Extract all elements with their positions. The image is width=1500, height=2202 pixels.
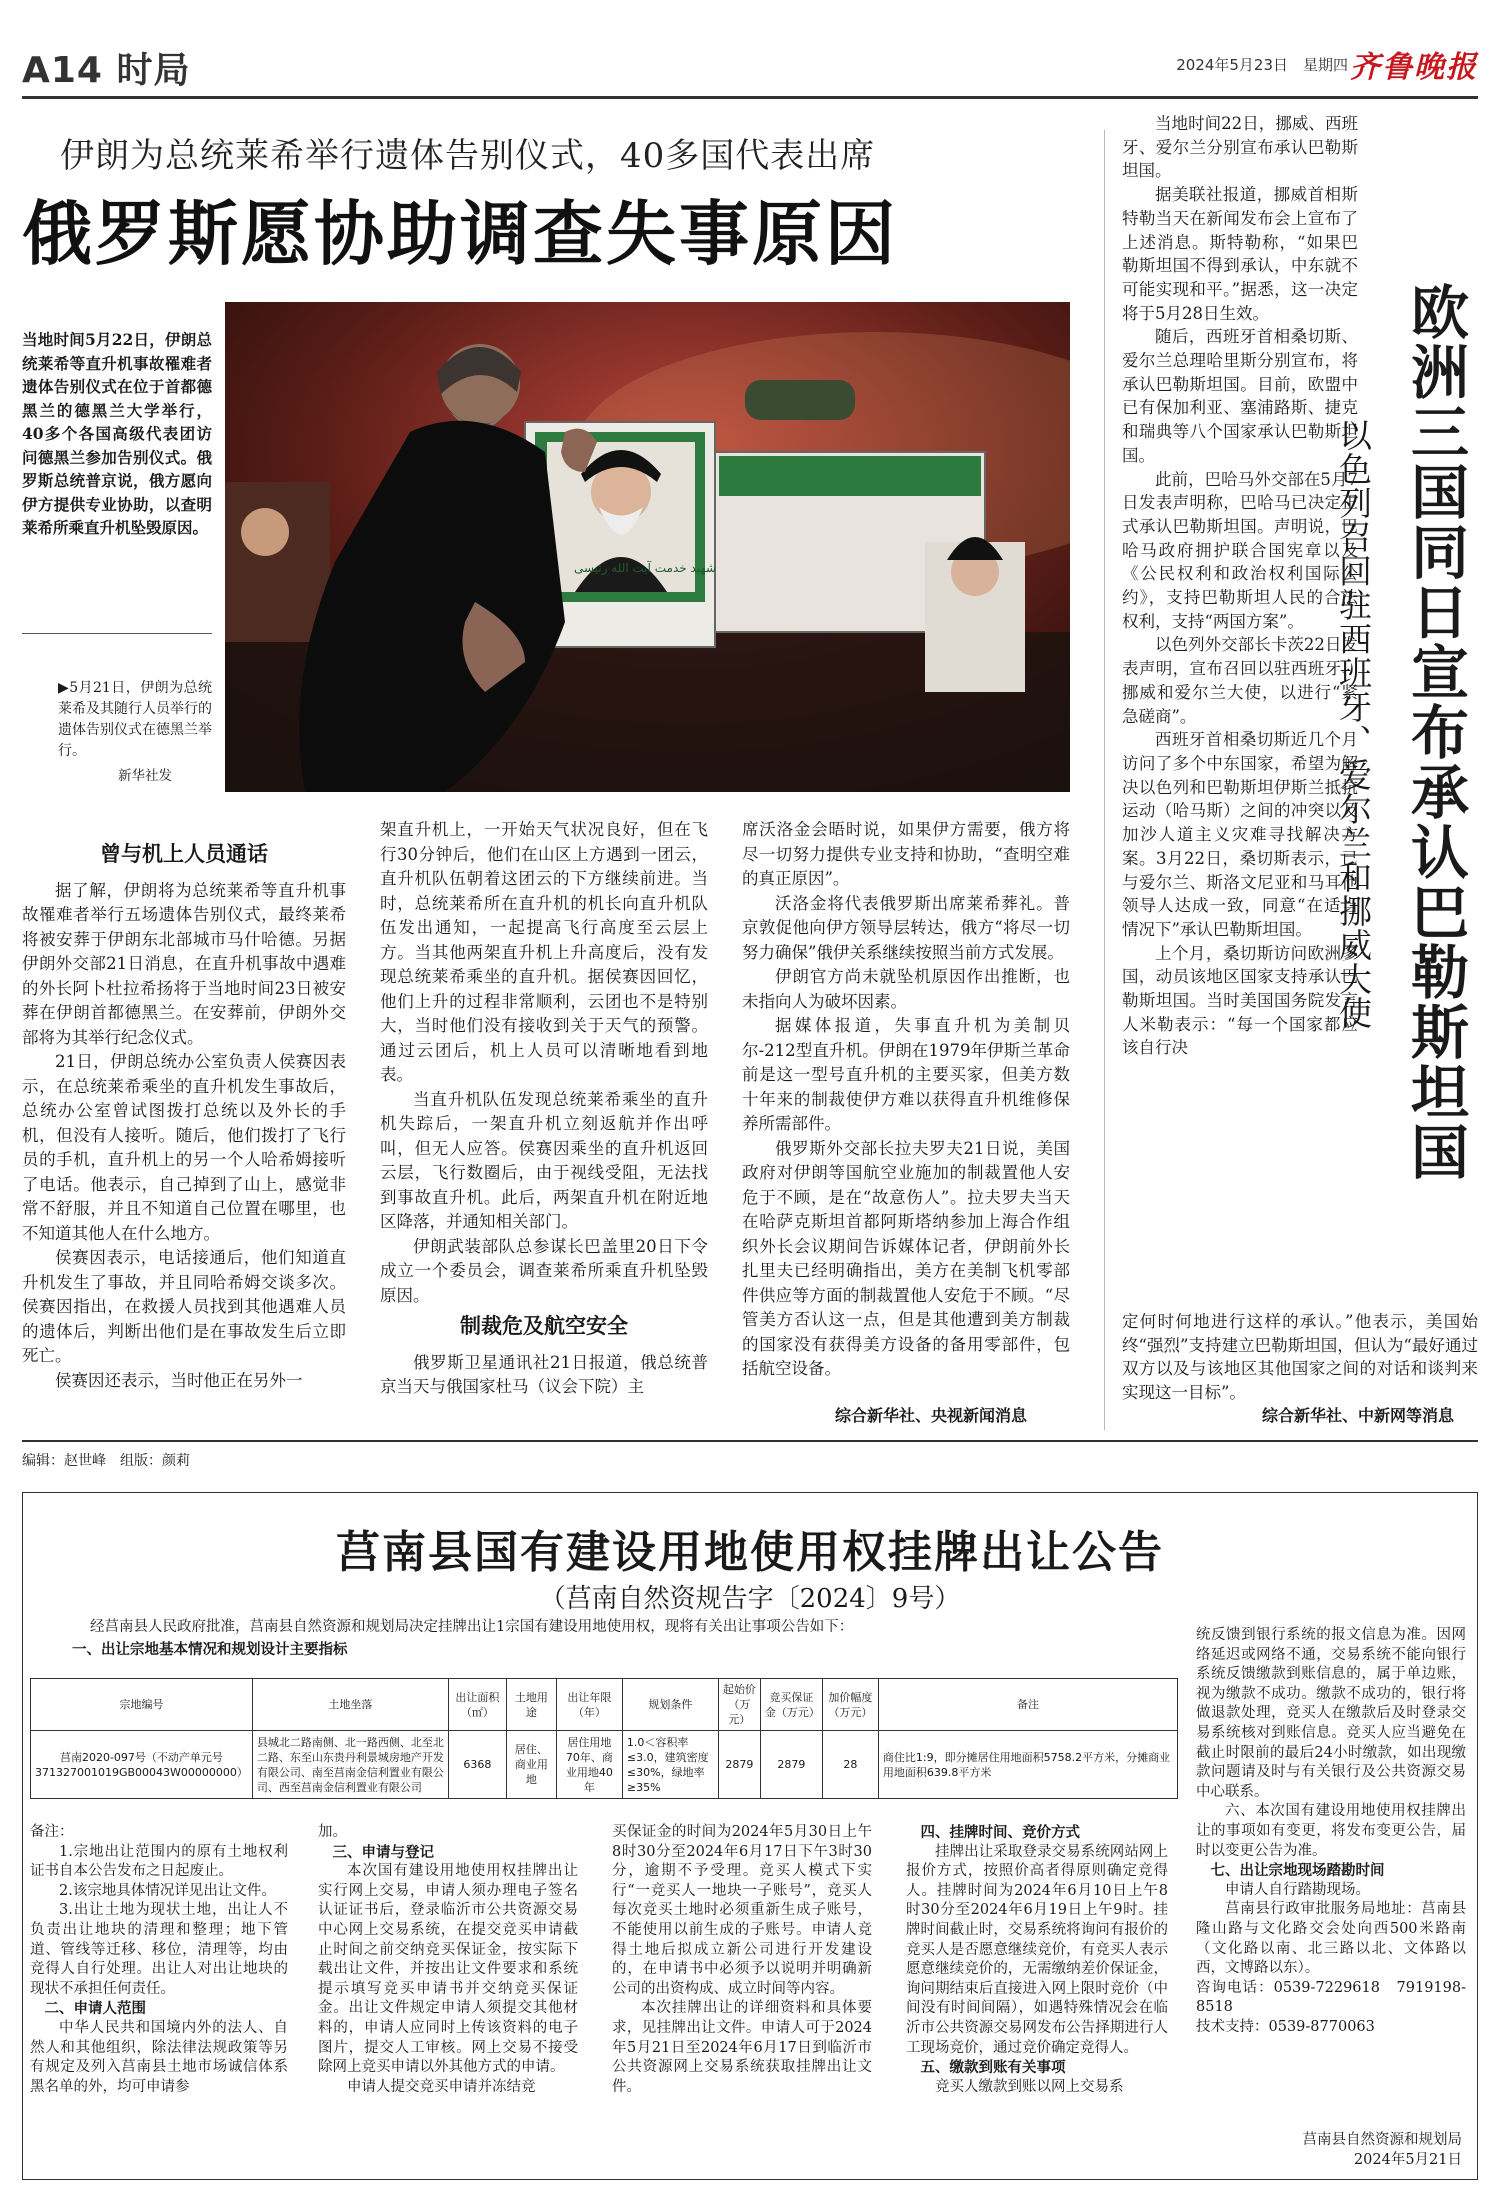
- article-lead: 当地时间5月22日，伊朗总统莱希等直升机事故罹难者遗体告别仪式在位于首都德黑兰的德黑兰大学举行，40多个各国高级代表团访问德黑兰参加告别仪式。俄罗斯总统普京说，俄方愿向伊方提供专业协助，以查明莱希所乘直升机坠毁原因。: [22, 330, 212, 537]
- side-article-column: [1122, 112, 1358, 1060]
- notice-paragraph: 竞买人缴款到账以网上交易系: [935, 2078, 1124, 2095]
- table-cell: 商住比1:9，即分摊居住用地面积5758.2平方米，分摊商业用地面积639.8平方米: [878, 1731, 1177, 1799]
- issue-date: 2024年5月23日 星期四: [1176, 56, 1348, 74]
- table-cell: 28: [822, 1731, 878, 1799]
- paragraph: 以色列外交部长卡茨22日发表声明，宣布召回以驻西班牙、挪威和爱尔兰大使，以进行“紧急磋商”。: [1122, 635, 1358, 726]
- photo-frame-inscription: شهید خدمت آیت الله رئیسی: [573, 561, 717, 575]
- section-divider: [22, 1440, 1478, 1442]
- paragraph: 伊朗官方尚未就坠机原因作出推断，也未指向人为破坏因素。: [742, 967, 1070, 1011]
- notice-column-2: [318, 1823, 578, 2097]
- header-divider: [22, 96, 1478, 99]
- notice-heading: 二、申请人范围: [44, 2000, 146, 2018]
- table-cell: 2879: [718, 1731, 760, 1799]
- side-subheadline: 以色列召回驻西班牙、爱尔兰和挪威大使: [1334, 418, 1373, 1030]
- paragraph: 据美联社报道，挪威首相斯特勒当天在新闻发布会上宣布了上述消息。斯特勒称，“如果巴勒斯坦国不得到承认，中东就不可能实现和平。”据悉，这一决定将于5月28日生效。: [1122, 185, 1358, 323]
- paragraph: 俄罗斯外交部长拉夫罗夫21日说，美国政府对伊朗等国航空业施加的制裁置他人安危于不顾，是在“故意伤人”。拉夫罗夫当天在哈萨克斯坦首都阿斯塔纳参加上海合作组织外长会议期间告诉媒体记者，伊朗前外长扎里夫已经明确指出，美方在美制飞机零部件供应等方面的制裁置他人安危于不顾。“尽管美方否认这一点，但是其他遭到美方制裁的国家没有获得美方设备的备用零部件，包括航空设备。: [742, 1138, 1070, 1378]
- paragraph: 当直升机队伍发现总统莱希乘坐的直升机失踪后，一架直升机立刻返航并作出呼叫，但无人应答。侯赛因乘坐的直升机返回云层，飞行数圈后，由于视线受阻，无法找到事故直升机。此后，两架直升机在附近地区降落，并通知相关部门。: [380, 1089, 708, 1231]
- table-header-row: [31, 1679, 1178, 1731]
- article-column-1: [22, 836, 346, 1393]
- notice-column-3: [612, 1823, 872, 2097]
- paragraph: 据媒体报道，失事直升机为美制贝尔-212型直升机。伊朗在1979年伊斯兰革命前是这一型号直升机的主要买家，但美方数十年来的制裁使伊方难以获得直升机维修保养所需部件。: [742, 1016, 1070, 1133]
- caption-divider: [22, 633, 212, 634]
- paragraph: 上个月，桑切斯访问欧洲多国，动员该地区国家支持承认巴勒斯坦国。当时美国国务院发言人米勒表示：“每一个国家都应该自行决: [1122, 943, 1358, 1058]
- paragraph: 据了解，伊朗将为总统莱希等直升机事故罹难者举行五场遗体告别仪式，最终莱希将被安葬于伊朗东北部城市马什哈德。另据伊朗外交部21日消息，在直升机事故中遇难的外长阿卜杜拉希扬将于当地时间23日被安葬在伊朗首都德黑兰。在安葬前，伊朗外交部将为其举行纪念仪式。: [22, 880, 346, 1047]
- notice-paragraph: 1.宗地出让范围内的原有土地权利证书自本公告发布之日起废止。: [30, 1843, 288, 1880]
- article-kicker: 伊朗为总统莱希举行遗体告别仪式，40多国代表出席: [60, 136, 876, 176]
- notice-heading: 三、申请与登记: [332, 1843, 434, 1861]
- paragraph: 随后，西班牙首相桑切斯、爱尔兰总理哈里斯分别宣布，将承认巴勒斯坦国。目前，欧盟中已有保加利亚、塞浦路斯、捷克和瑞典等八个国家承认巴勒斯坦国。: [1122, 327, 1358, 465]
- notice-contact-phone: 咨询电话：0539-7229618 7919198-8518: [1196, 1979, 1466, 2016]
- land-parcel-table: [30, 1678, 1178, 1799]
- table-cell: 居住、商业用地: [506, 1731, 556, 1799]
- paragraph: 伊朗武装部队总参谋长巴盖里20日下令成立一个委员会，调查莱希所乘直升机坠毁原因。: [380, 1236, 708, 1305]
- subhead-sanctions: 制裁危及航空安全: [460, 1313, 628, 1338]
- paragraph: 侯赛因表示，电话接通后，他们知道直升机发生了事故，并且同哈希姆交谈多次。侯赛因指出，在救援人员找到其他遇难人员的遗体后，判断出他们是在事故发生后立即死亡。: [22, 1248, 346, 1365]
- notice-tech-support: 技术支持：0539-8770063: [1196, 2018, 1375, 2035]
- notice-heading: 四、挂牌时间、竞价方式: [920, 1824, 1080, 1841]
- page-section-label: A14 时局: [22, 50, 191, 91]
- table-header: 加价幅度（万元）: [822, 1679, 878, 1731]
- notice-heading: 五、缴款到账有关事项: [920, 2059, 1066, 2077]
- table-row: [31, 1731, 1178, 1799]
- column-divider: [1104, 130, 1105, 1430]
- table-cell: 居住用地70年、商业用地40年: [556, 1731, 622, 1799]
- paragraph: 西班牙首相桑切斯近几个月访问了多个中东国家，希望为解决以色列和巴勒斯坦伊斯兰抵抗运动（哈马斯）之间的冲突以及加沙人道主义灾难寻找解决方案。3月22日，桑切斯表示，已与爱尔兰、斯洛文尼亚和马耳他领导人达成一致，同意“在适当情况下”承认巴勒斯坦国。: [1122, 730, 1358, 939]
- notice-title: 莒南县国有建设用地使用权挂牌出让公告: [336, 1527, 1164, 1578]
- news-photo: [225, 302, 1070, 792]
- table-header: 备注: [878, 1679, 1177, 1731]
- notice-paragraph: 莒南县行政审批服务局地址：莒南县隆山路与文化路交会处向西500米路南（文化路以南、北三路以北、文体路以西，文博路以东）。: [1196, 1901, 1466, 1977]
- article-headline: 俄罗斯愿协助调查失事原因: [22, 192, 898, 275]
- notice-paragraph: 申请人提交竞买申请并冻结竞: [347, 2078, 536, 2095]
- notice-subtitle: （莒南自然资规告字〔2024〕9号）: [539, 1584, 961, 1614]
- paragraph: 当地时间22日，挪威、西班牙、爱尔兰分别宣布承认巴勒斯坦国。: [1122, 114, 1358, 181]
- notice-paragraph: 3.出让土地为现状土地，出让人不负责出让地块的清理和整理；地下管道、管线等迁移、移位，清理等，均由竞得人自行处理。出让人对出让地块的现状不承担任何责任。: [30, 1902, 288, 1997]
- table-cell: 县城北二路南侧、北一路西侧、北至北二路、东至山东贵丹利景城房地产开发有限公司、南至莒南金信利置业有限公司、西至莒南金信利置业有限公司: [252, 1731, 448, 1799]
- notice-signature: [1230, 2130, 1462, 2170]
- subhead-phone-call: 曾与机上人员通话: [100, 841, 268, 866]
- notice-paragraph: 买保证金的时间为2024年5月30日上午8时30分至2024年6月17日下午3时30分，逾期不予受理。竞买人模式下实行“一竞买人一地块一子账号”，竞买人每次竞买土地时必须重新生成子账号，不能使用以前生成的子账号。申请人竞得土地后拟成立新公司进行开发建设的，在申请书中必须予以说明并明确新公司的出资构成、成立时间等内容。: [612, 1824, 872, 1997]
- notice-paragraph: 挂牌出让采取登录交易系统网站网上报价方式，按照价高者得原则确定竞得人。挂牌时间为2024年6月10日上午8时30分至2024年6月19日上午9时。挂牌时间截止时，交易系统将询问有报价的竞买人是否愿意继续竞价，有竞买人表示愿意继续竞价的，无需缴纳差价保证金，询问期结束后直接进入网上限时竞价（中间没有时间间隔），如遇特殊情况会在临沂市公共资源交易网发布公告择期进行人工现场竞价，通过竞价确定竞得人。: [906, 1843, 1168, 2056]
- table-header: 起始价（万元）: [718, 1679, 760, 1731]
- paragraph: 架直升机上，一开始天气状况良好，但在飞行30分钟后，他们在山区上方遇到一团云，直升机队伍朝着这团云的下方继续前进。当时，总统莱希所在直升机的机长向直升机队伍发出通知，一起提高飞行高度至云层上方。当其他两架直升机上升高度后，没有发现总统莱希乘坐的直升机。据侯赛因回忆，他们上升的过程非常顺利，云团也不是特别大，当时他们没有接收到关于天气的预警。通过云团后，机上人员可以清晰地看到地表。: [380, 820, 708, 1084]
- notice-heading: 七、出让宗地现场踏勘时间: [1210, 1862, 1385, 1880]
- notice-paragraph: 2.该宗地具体情况详见出让文件。: [59, 1882, 276, 1899]
- notice-column-4: [906, 1823, 1168, 2097]
- photo-credit: 新华社发: [118, 768, 172, 784]
- notice-paragraph: 申请人自行踏勘现场。: [1225, 1881, 1370, 1898]
- table-header: 竞买保证金（万元）: [760, 1679, 822, 1731]
- article-source: 综合新华社、央视新闻消息: [835, 1406, 1028, 1425]
- notice-column-1: [30, 1823, 288, 2097]
- notice-column-5: [1196, 1626, 1466, 2037]
- paragraph: 沃洛金将代表俄罗斯出席莱希葬礼。普京敦促他向伊方领导层转达，俄方“将尽一切努力确保”俄伊关系继续按照当前方式发展。: [742, 893, 1070, 962]
- photo-caption: ▶5月21日，伊朗为总统莱希及其随行人员举行的遗体告别仪式在德黑兰举行。: [58, 680, 212, 759]
- photo-illustration: [225, 302, 1070, 792]
- editor-credit: 编辑：赵世峰 组版：颜莉: [22, 1453, 190, 1469]
- table-header: 规划条件: [622, 1679, 718, 1731]
- newspaper-logo: 齐鲁晚报: [1350, 50, 1478, 85]
- paragraph: 21日，伊朗总统办公室负责人侯赛因表示，在总统莱希乘坐的直升机发生事故后，总统办公室曾试图拨打总统以及外长的手机，但没有人接听。随后，他们拨打了飞行员的手机，直升机上的另一个人哈希姆接听了电话。他表示，自己掉到了山上，感觉非常不舒服，并且不知道自己位置在哪里，也不知道其他人在什么地方。: [22, 1052, 346, 1243]
- side-headline: 欧洲三国同日宣布承认巴勒斯坦国: [1401, 282, 1469, 1182]
- table-cell: 1.0＜容积率≤3.0，建筑密度≤30%，绿地率≥35%: [622, 1731, 718, 1799]
- masthead: [22, 42, 1478, 94]
- table-cell: 2879: [760, 1731, 822, 1799]
- notice-issuer: 莒南县自然资源和规划局: [1302, 2132, 1462, 2148]
- table-header: 出让年限（年）: [556, 1679, 622, 1731]
- table-cell: 6368: [448, 1731, 506, 1799]
- notice-paragraph: 加。: [318, 1824, 347, 1840]
- table-header: 土地用途: [506, 1679, 556, 1731]
- table-header: 出让面积（㎡）: [448, 1679, 506, 1731]
- side-article-source: 综合新华社、中新网等消息: [1262, 1406, 1455, 1425]
- article-column-3: [742, 818, 1070, 1382]
- table-cell: 莒南2020-097号（不动产单元号371327001019GB00043W00000000）: [31, 1731, 253, 1799]
- table-header: 宗地编号: [31, 1679, 253, 1731]
- table-header: 土地坐落: [252, 1679, 448, 1731]
- notice-paragraph: 六、本次国有建设用地使用权挂牌出让的事项如有变更，将发布变更公告，届时以变更公告为准。: [1196, 1803, 1466, 1859]
- paragraph: 俄罗斯卫星通讯社21日报道，俄总统普京当天与俄国家杜马（议会下院）主: [380, 1352, 708, 1396]
- notice-paragraph: 本次国有建设用地使用权挂牌出让实行网上交易，申请人须办理电子签名认证证书后，登录临沂市公共资源交易中心网上交易系统，在提交竞买申请截止时间之前交纳竞买保证金，按实际下载出让文件，并按出让文件要求和系统提示填写竞买申请书并交纳竞买保证金。出让文件规定申请人须提交其他材料的，申请人应同时上传该资料的电子图片，提交人工审核。网上交易不接受除网上竞买申请以外其他方式的申请。: [318, 1863, 578, 2076]
- paragraph: 侯赛因还表示，当时他正在另外一: [55, 1370, 303, 1390]
- side-article-continuation: 定何时何地进行这样的承认。”他表示，美国始终“强烈”支持建立巴勒斯坦国，但认为“最好通过双方以及与该地区其他国家之间的对话和谈判来实现这一目标”。: [1122, 1312, 1478, 1403]
- notice-paragraph: 统反馈到银行系统的报文信息为准。因网络延迟或网络不通，交易系统不能向银行系统反馈缴款到账信息的，属于单边账，视为缴款不成功。缴款不成功的，银行将做退款处理，竞买人在缴款后及时登录交易系统核对到账信息。竞买人应当避免在截止时限前的最后24小时缴款，如出现缴款问题请及时与有关银行及公共资源交易中心联系。: [1196, 1627, 1466, 1800]
- notice-paragraph: 备注：: [30, 1824, 74, 1840]
- article-column-2: [380, 818, 708, 1400]
- notice-intro: 经莒南县人民政府批准，莒南县自然资源和规划局决定挂牌出让1宗国有建设用地使用权，现将有关出让事项公告如下：: [90, 1619, 854, 1635]
- notice-paragraph: 中华人民共和国境内外的法人、自然人和其他组织，除法律法规政策等另有规定及列入莒南县土地市场诚信体系黑名单的外，均可申请参: [30, 2019, 288, 2095]
- notice-date: 2024年5月21日: [1353, 2152, 1462, 2168]
- paragraph: 此前，巴哈马外交部在5月7日发表声明称，巴哈马已决定正式承认巴勒斯坦国。声明说，巴哈马政府拥护联合国宪章以及《公民权利和政治权利国际公约》，支持巴勒斯坦人民的合法权利，支持“两国方案”。: [1122, 469, 1358, 631]
- notice-paragraph: 本次挂牌出让的详细资料和具体要求，见挂牌出让文件。申请人可于2024年5月21日至2024年6月17日到临沂市公共资源网上交易系统获取挂牌出让文件。: [612, 2000, 872, 2095]
- notice-section-1-title: 一、出让宗地基本情况和规划设计主要指标: [72, 1641, 348, 1658]
- paragraph: 席沃洛金会晤时说，如果伊方需要，俄方将尽一切努力提供专业支持和协助，“查明空难的真正原因”。: [742, 820, 1070, 888]
